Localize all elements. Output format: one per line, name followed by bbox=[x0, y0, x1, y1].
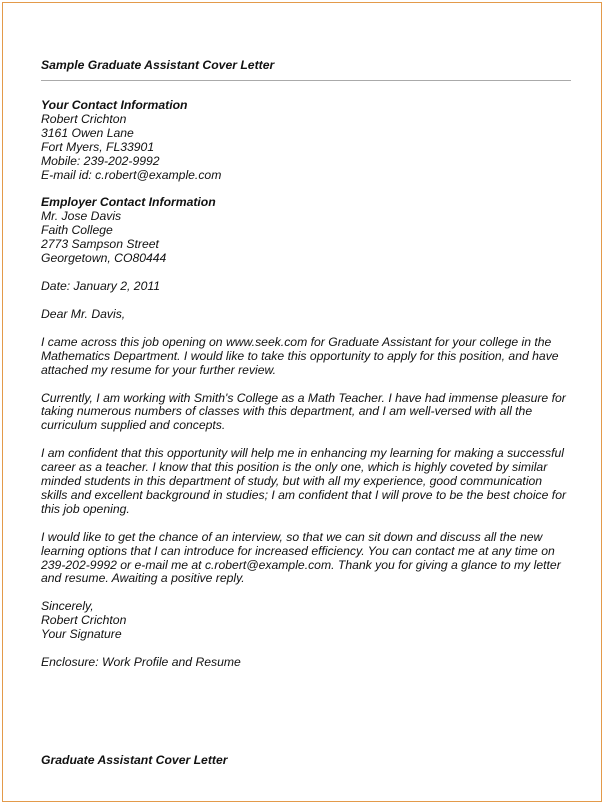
salutation: Dear Mr. Davis, bbox=[41, 306, 126, 321]
paragraph-line: I came across this job opening on www.seek.com for Graduate Assistant for your college in the bbox=[41, 334, 552, 349]
employer-org: Faith College bbox=[41, 223, 113, 238]
paragraph-line: and resume. Awaiting a positive reply. bbox=[41, 571, 245, 586]
paragraph-1 bbox=[41, 336, 581, 378]
paragraph-line: Currently, I am working with Smith's College as a Math Teacher. I have had immense pleasure for bbox=[41, 390, 566, 405]
paragraph-line: skills and excellent background in studies; I am confident that I will prove to be the best choice for bbox=[41, 487, 567, 502]
contact-email: E-mail id: c.robert@example.com bbox=[41, 167, 222, 182]
employer-street: 2773 Sampson Street bbox=[41, 237, 159, 252]
signer-name: Robert Crichton bbox=[41, 613, 127, 628]
contact-mobile: Mobile: 239-202-9992 bbox=[41, 153, 160, 168]
letter-body bbox=[41, 99, 581, 670]
paragraph-line: I would like to get the chance of an interview, so that we can sit down and discuss all the new bbox=[41, 529, 543, 544]
paragraph-line: learning options that I can introduce for increased efficiency. You can contact me at any time on bbox=[41, 543, 555, 558]
enclosure: Enclosure: Work Profile and Resume bbox=[41, 655, 241, 670]
contact-street: 3161 Owen Lane bbox=[41, 125, 134, 140]
title-divider bbox=[41, 80, 571, 81]
contact-heading: Your Contact Information bbox=[41, 98, 188, 112]
paragraph-line: I am confident that this opportunity will help me in enhancing my learning for making a successful bbox=[41, 446, 564, 461]
paragraph-line: attached my resume for your further review. bbox=[41, 362, 277, 377]
signature-line: Your Signature bbox=[41, 627, 122, 642]
paragraph-3 bbox=[41, 447, 581, 517]
paragraph-line: Mathematics Department. I would like to take this opportunity to apply for this position, and have bbox=[41, 348, 559, 363]
document-title: Sample Graduate Assistant Cover Letter bbox=[41, 58, 275, 72]
employer-heading: Employer Contact Information bbox=[41, 195, 216, 210]
paragraph-4 bbox=[41, 531, 581, 587]
letter-date: Date: January 2, 2011 bbox=[41, 278, 161, 293]
letter-page bbox=[2, 2, 602, 802]
employer-city: Georgetown, CO80444 bbox=[41, 251, 167, 266]
footer-title: Graduate Assistant Cover Letter bbox=[41, 753, 228, 767]
contact-name: Robert Crichton bbox=[41, 111, 127, 126]
paragraph-line: taking numerous numbers of classes with this department, and I am well-versed with all the bbox=[41, 404, 533, 419]
paragraph-2 bbox=[41, 392, 581, 434]
contact-city: Fort Myers, FL33901 bbox=[41, 139, 155, 154]
paragraph-line: curriculum supplied and concepts. bbox=[41, 418, 226, 433]
paragraph-line: career as a teacher. I know that this position is the only one, which is highly coveted by similar bbox=[41, 460, 548, 475]
employer-name: Mr. Jose Davis bbox=[41, 209, 122, 224]
paragraph-line: minded students in this department of study, but with all my experience, good communication bbox=[41, 474, 543, 489]
valediction: Sincerely, bbox=[41, 599, 94, 614]
paragraph-line: this job opening. bbox=[41, 501, 130, 516]
paragraph-line: 239-202-9992 or e-mail me at c.robert@example.com. Thank you for giving a glance to my letter bbox=[41, 557, 561, 572]
